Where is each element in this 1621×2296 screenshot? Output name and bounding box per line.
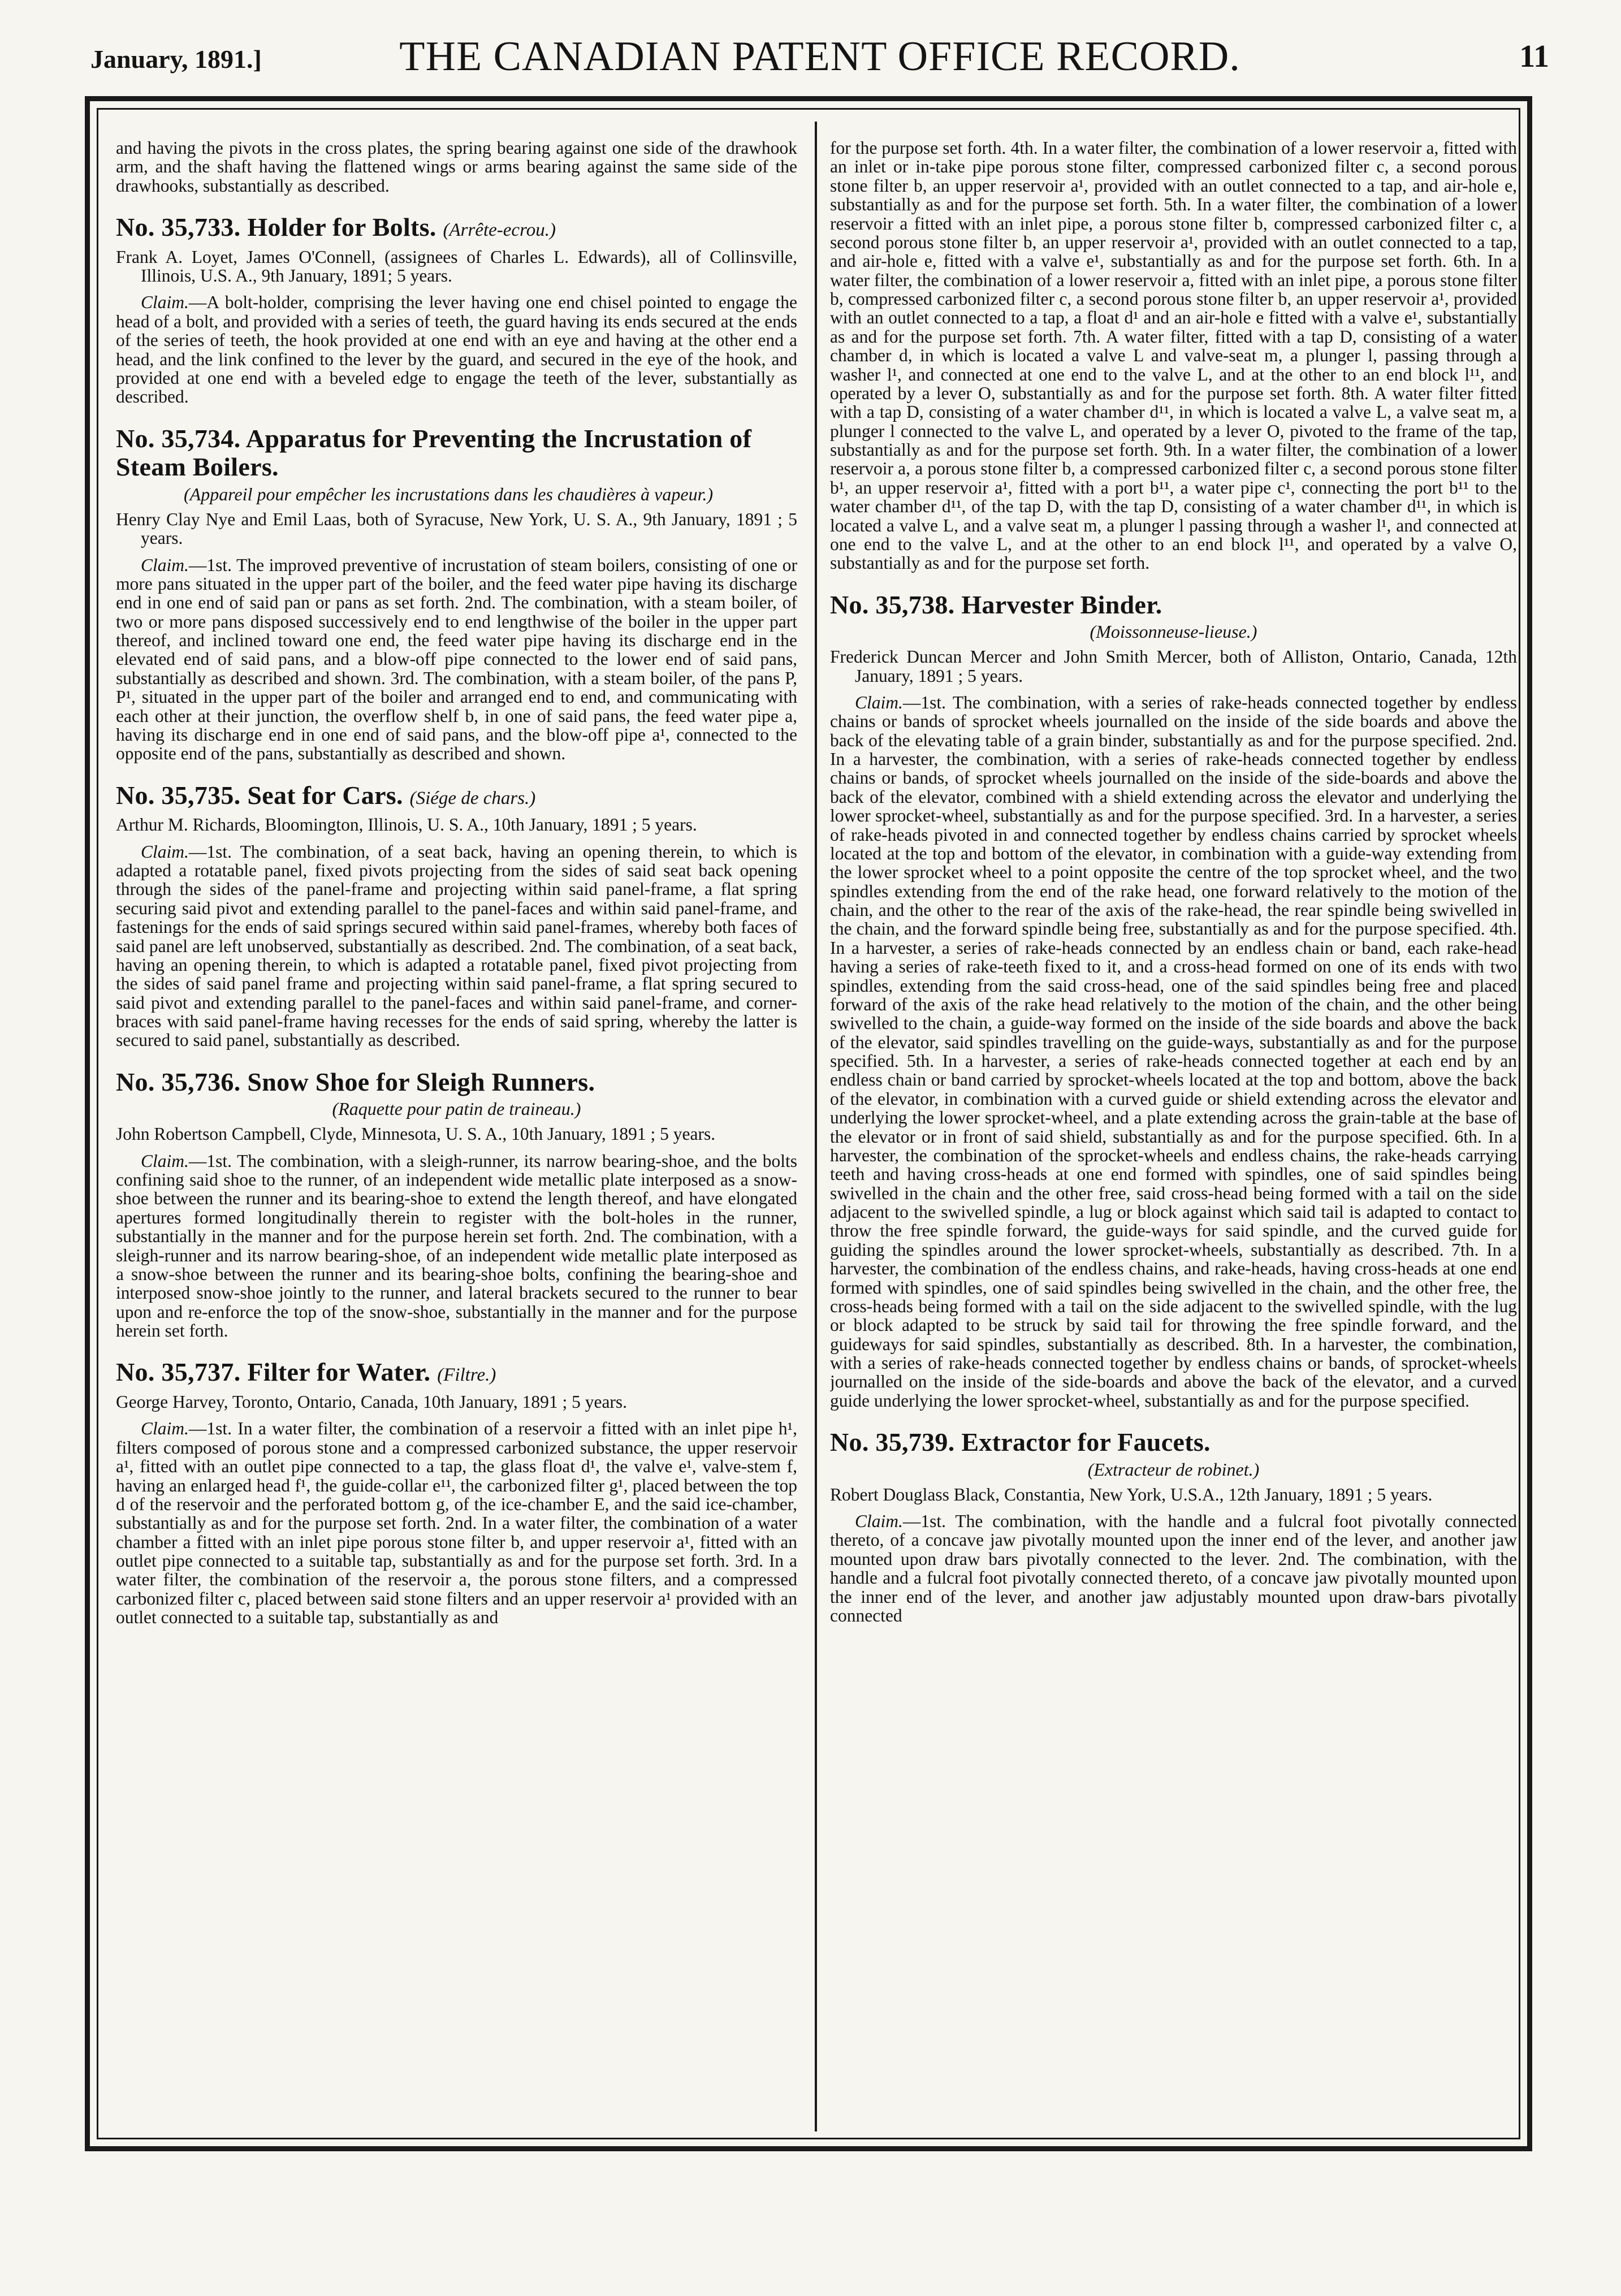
patent-title: Snow Shoe for Sleigh Runners. <box>247 1067 595 1096</box>
page-number: 11 <box>1519 39 1549 74</box>
patent-entry-35734 <box>116 425 797 763</box>
claim-label: Claim. <box>141 1151 189 1171</box>
french-title: (Raquette pour patin de traineau.) <box>332 1099 581 1119</box>
french-title: (Siége de chars.) <box>409 788 536 808</box>
patentee-line: Henry Clay Nye and Emil Laas, both of Syracuse, New York, U. S. A., 9th January, 1891 ; 5 years. <box>116 509 797 548</box>
patent-number: No. 35,734. <box>116 423 241 453</box>
entry-heading <box>116 781 797 810</box>
patent-entry-35737 <box>116 1358 797 1627</box>
patent-number: No. 35,739. <box>830 1428 955 1457</box>
patent-title: Filter for Water. <box>247 1357 431 1387</box>
claim-text <box>116 556 797 763</box>
entry-heading <box>830 1428 1517 1457</box>
patent-title: Holder for Bolts. <box>247 213 436 242</box>
continued-claim-text: and having the pivots in the cross plates, the spring bearing against one side of the drawhook arm, and the shaft having the flattened wings or arms bearing against the same side of the drawhooks, substantially as described. <box>116 139 797 196</box>
patent-entry-35739 <box>830 1428 1517 1625</box>
journal-title: THE CANADIAN PATENT OFFICE RECORD. <box>399 33 1240 80</box>
claim-label: Claim. <box>141 1419 189 1439</box>
french-title: (Extracteur de robinet.) <box>1087 1459 1260 1480</box>
entry-heading <box>116 1068 797 1097</box>
patent-title: Apparatus for Preventing the Incrustation of Steam Boilers. <box>116 423 752 482</box>
patentee-line: John Robertson Campbell, Clyde, Minnesota, U. S. A., 10th January, 1891 ; 5 years. <box>116 1124 716 1144</box>
claim-body: —A bolt-holder, comprising the lever having one end chisel pointed to engage the head of a bolt, and provided with a series of teeth, the guard having its ends secured at the ends of the series of teeth, the hook provided at one end with an eye and having at the other end a head, and the link confined to the lever by the guard, and secured in the eye of the hook, and provided at one end with a beveled edge to engage the teeth of the lever, substantially as described. <box>116 292 797 407</box>
claim-body: —1st. The combination, of a seat back, having an opening therein, to which is adapted a rotatable panel, fixed pivots projecting from the sides of said seat back opening through the sides of the panel-frame and projecting within said panel-frame, a flat spring securing said pivot and extending parallel to the panel-faces and within said panel-frame, and fastenings for the ends of said springs secured within said panel-frames, whereby both faces of said panel are left unobserved, substantially as described. 2nd. The combination, of a seat back, having an opening therein, to which is adapted a rotatable panel, fixed pivot projecting from the sides of said panel frame and projecting within said panel-frame, a flat spring secured to said pivot and extending parallel to the panel-faces and within said panel-frame, and corner-braces with said panel-frame having recesses for the ends of said spring, whereby the latter is secured to said panel, substantially as described. <box>116 841 797 1050</box>
french-title: (Moissonneuse-lieuse.) <box>1090 621 1257 642</box>
patentee-line: Frederick Duncan Mercer and John Smith Mercer, both of Alliston, Ontario, Canada, 12th January, 1891 ; 5 years. <box>830 647 1517 686</box>
entry-heading <box>116 213 797 242</box>
claim-label: Claim. <box>141 292 189 313</box>
patent-title: Harvester Binder. <box>961 590 1162 619</box>
patent-entry-35733 <box>116 213 797 407</box>
patent-title: Seat for Cars. <box>247 780 403 810</box>
claim-text <box>830 693 1517 1410</box>
claim-text <box>116 1152 797 1341</box>
claim-text <box>830 1512 1517 1625</box>
patent-entry-35735 <box>116 781 797 1050</box>
right-column <box>830 139 1517 2134</box>
patent-number: No. 35,733. <box>116 213 241 242</box>
entry-heading <box>116 425 797 482</box>
claim-label: Claim. <box>855 1511 903 1531</box>
header-date: January, 1891.] <box>90 45 262 73</box>
claim-continuation-35737: for the purpose set forth. 4th. In a water filter, the combination of a lower reservoir a, fitted with an inlet or in-take pipe porous stone filter, compressed carbonized filter c, a second porous stone filter b, an upper reservoir a¹, provided with an outlet connected to a tap, and air-hole e, substantially as and for the purpose set forth. 5th. In a water filter, the combination of a lower reservoir a fitted with an inlet pipe, a porous stone filter b, compressed carbonized filter c, a second porous stone filter b, an upper reservoir a¹, provided with an outlet connected to a tap, and air-hole e, fitted with a valve e¹, substantially as and for the purpose set forth. 6th. In a water filter, the combination of a lower reservoir a, fitted with an inlet pipe, a porous stone filter b, compressed carbonized filter c, a second porous stone filter b, an upper reservoir a¹, provided with an outlet connected to a tap, a float d¹ and an air-hole e fitted with a valve e¹, substantially as and for the purpose set forth. 7th. A water filter, fitted with a tap D, consisting of a water chamber d, in which is located a valve L and valve-seat m, a plunger l, passing through a washer l¹, and connected at one end to the valve L, and at the other to an end block l¹¹, and operated by a lever O, substantially as and for the purpose set forth. 8th. A water filter fitted with a tap D, consisting of a water chamber d¹¹, in which is located a valve L, a valve seat m, a plunger l connected to the valve L, and operated by a lever O, pivoted to the frame of the tap, substantially as and for the purpose set forth. 9th. In a water filter, the combination of a lower reservoir a, a porous stone filter b, a compressed carbonized filter c, a second porous stone filter b¹, an upper reservoir a¹, fitted with a port b¹¹, a water pipe c¹, connecting the port b¹¹ to the water chamber d¹¹, of the tap D, with the tap D, consisting of a water chamber d¹¹, in which is located a valve L, and a valve seat m, a plunger l passing through a washer l¹, and connected at one end to the valve L, and at the other to an end block l¹¹, and operated by a valve O, substantially as and for the purpose set forth. <box>830 139 1517 573</box>
patent-number: No. 35,735. <box>116 780 241 810</box>
patentee-line: Frank A. Loyet, James O'Connell, (assignees of Charles L. Edwards), all of Collinsville, Illinois, U.S. A., 9th January, 1891; 5 years. <box>116 247 797 286</box>
claim-label: Claim. <box>141 555 189 575</box>
french-title: (Filtre.) <box>437 1365 496 1386</box>
patentee-line: Arthur M. Richards, Bloomington, Illinois, U. S. A., 10th January, 1891 ; 5 years. <box>116 815 697 835</box>
patent-number: No. 35,738. <box>830 590 955 619</box>
claim-body: —1st. The combination, with a sleigh-runner, its narrow bearing-shoe, and the bolts confining said shoe to the runner, of an independent wide metallic plate interposed as a snow-shoe between the runner and its bearing-shoe to extend the length thereof, and have elongated apertures formed longitudinally therein to register with the bolt-holes in the runner, substantially in the manner and for the purpose herein set forth. 2nd. The combination, with a sleigh-runner and its narrow bearing-shoe, of an independent wide metallic plate interposed as a snow-shoe between the runner and its bearing-shoe bolts, confining the bearing-shoe and interposed snow-shoe jointly to the runner, and lateral brackets secured to the runner to bear upon and re-enforce the top of the snow-shoe, substantially in the manner and for the purpose herein set forth. <box>116 1151 797 1341</box>
patent-title: Extractor for Faucets. <box>961 1428 1211 1457</box>
left-column <box>116 139 797 2134</box>
patentee-line: George Harvey, Toronto, Ontario, Canada, 10th January, 1891 ; 5 years. <box>116 1392 628 1412</box>
french-title: (Arrête-ecrou.) <box>443 220 556 241</box>
claim-body: —1st. The combination, with a series of rake-heads connected together by endless chains or bands of sprocket wheels journalled on the inside of the side boards and above the back of the elevating table of a grain binder, substantially as and for the purpose specified. 2nd. In a harvester, the combination, with a series of rake-heads connected together by endless chains or bands, of sprocket wheels journalled on the inside of the side-boards and above the back of the elevator, combined with a shield extending across the elevator and underlying the lower sprocket-wheel, substantially as and for the purpose specified. 3rd. In a harvester, a series of rake-heads pivoted in and connected together by endless chains carried by sprocket wheels located at the top and bottom of the elevator, in combination with a guide-way extending from the lower sprocket wheel to a point opposite the centre of the top sprocket wheel, and the two spindles extending from the end of the rake head, one forward relatively to the motion of the chain, and the other to the rear of the axis of the rake-head, the rear spindle being swivelled in the chain, and the forward spindle being free, substantially as and for the purpose specified. 4th. In a harvester, a series of rake-heads connected by an endless chain or band, each rake-head having a series of rake-teeth fixed to it, and a cross-head formed on one of its ends with two spindles, extending from the said cross-head, one of the said spindles being free and placed forward of the axis of the rake head relatively to the motion of the chain, and the other being swivelled to the chain, a guide-way formed on the inside of the side boards and above the back of the elevator, said spindles travelling on the guide-ways, substantially as and for the purpose specified. 5th. In a harvester, a series of rake-heads connected together at each end by an endless chain or band carried by sprocket-wheels located at the top and bottom, above the back of the elevator, in combination with a curved guide or shield extending across the elevator and underlying the lower sprocket-wheel, and a plate extending across the grain-table at the base of the elevator or in front of said shield, substantially as and for the purpose specified. 6th. In a harvester, the combination of the sprocket-wheels and endless chains, the rake-heads carrying teeth and having cross-heads at one end formed with spindles, one of said spindles being swivelled in the chain and the other free, said cross-head being formed with a tail on the side adjacent to the swivelled spindle, a lug or block against which said tail is adapted to contact to throw the free spindle forward, the guide-ways for said spindle, and the curved guide for guiding the spindles around the lower sprocket-wheels, substantially as described. 7th. In a harvester, the combination of the endless chains, and rake-heads, having cross-heads at one end formed with spindles, one of said spindles being swivelled in the chain, and the other free, the cross-heads being formed with a tail on the side adjacent to the swivelled spindle, with the lug or block adapted to be struck by said tail for throwing the free spindle forward, and the guideways for said spindles, substantially as described. 8th. In a harvester, the combination, with a series of rake-heads connected together by endless chains or bands, of sprocket-wheels journalled on the inside of the side-boards and above the back of the elevator, and a curved guide underlying the lower sprocket-wheel, substantially as and for the purpose specified. <box>830 692 1517 1411</box>
patentee-line: Robert Douglass Black, Constantia, New York, U.S.A., 12th January, 1891 ; 5 years. <box>830 1484 1433 1504</box>
claim-label: Claim. <box>141 841 189 862</box>
patent-number: No. 35,736. <box>116 1067 241 1096</box>
page-header <box>90 33 1549 84</box>
claim-body: —1st. In a water filter, the combination of a reservoir a fitted with an inlet pipe h¹, filters composed of porous stone and a compressed carbonized substance, the upper reservoir a¹, fitted with an outlet pipe connected to a tap, the glass float d¹, the valve e¹, valve-stem f, having an enlarged head f¹, the guide-collar e¹¹, the carbonized filter g¹, placed between the top d of the reservoir and the perforated bottom g, of the ice-chamber E, and the said ice-chamber, substantially as and for the purpose set forth. 2nd. In a water filter, the combination of a water chamber a fitted with an inlet pipe porous stone filter b, and upper reservoir a¹, fitted with an outlet pipe connected to a suitable tap, substantially as and for the purpose set forth. 3rd. In a water filter, the combination of the reservoir a, the porous stone filters, and a compressed carbonized filter c, placed between said stone filters and an upper reservoir a¹ provided with an outlet connected to a suitable tap, substantially as and <box>116 1419 797 1628</box>
french-title: (Appareil pour empêcher les incrustations dans les chaudières à vapeur.) <box>184 483 714 504</box>
claim-text <box>116 1419 797 1627</box>
patent-entry-35738 <box>830 591 1517 1411</box>
claim-text <box>116 842 797 1050</box>
claim-label: Claim. <box>855 692 903 712</box>
claim-body: —1st. The combination, with the handle and a fulcral foot pivotally connected thereto, of a concave jaw pivotally mounted upon the inner end of the lever, and another jaw mounted upon draw bars pivotally connected to the lever. 2nd. The combination, with the handle and a fulcral foot pivotally connected thereto, of a concave jaw pivotally mounted upon the inner end of the lever, and another jaw adjustably mounted upon draw-bars pivotally connected <box>830 1511 1517 1625</box>
patent-entry-35736 <box>116 1068 797 1341</box>
entry-heading <box>116 1358 797 1387</box>
column-divider <box>815 122 817 2131</box>
patent-number: No. 35,737. <box>116 1357 241 1387</box>
claim-text <box>116 293 797 406</box>
entry-heading <box>830 591 1517 620</box>
claim-body: —1st. The improved preventive of incrustation of steam boilers, consisting of one or more pans situated in the upper part of the boiler, and the feed water pipe having its discharge end in one end of said pan or pans as set forth. 2nd. The combination, with a steam boiler, of two or more pans disposed successively end to end lengthwise of the boiler in the upper part thereof, and inclined toward one end, the feed water pipe having its discharge end in the elevated end of said pans, and a blow-off pipe connected to the lower end of said pans, substantially as described and shown. 3rd. The combination, with a steam boiler, of the pans P, P¹, situated in the upper part of the boiler and arranged end to end, and communicating with each other at their junction, the overflow shelf b, in one of said pans, the feed water pipe a, having its discharge end in one end of said pans, and the blow-off pipe a¹, connected to the opposite end of the pans, substantially as described and shown. <box>116 555 797 764</box>
